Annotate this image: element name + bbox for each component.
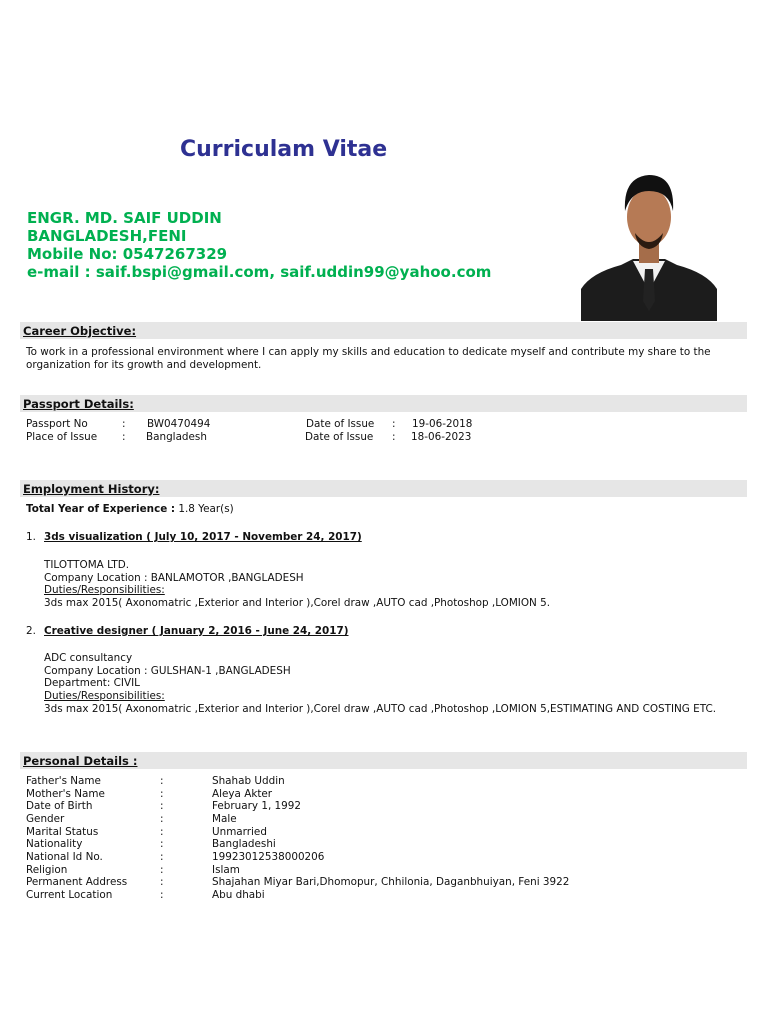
- company-name: TILOTTOMA LTD.: [44, 559, 130, 571]
- job-details: [44, 559, 550, 610]
- personal-label: National Id No.: [26, 850, 103, 863]
- separator: :: [392, 418, 396, 430]
- section-heading: Personal Details :: [23, 754, 138, 768]
- passport-label: Date of Issue: [305, 430, 374, 443]
- candidate-email: e-mail : saif.bspi@gmail.com, saif.uddin99@yahoo.com: [27, 263, 492, 281]
- personal-value: Shahab Uddin: [212, 775, 285, 787]
- duties-label: Duties/Responsibilities:: [44, 690, 165, 703]
- company-location: Company Location : GULSHAN-1 ,BANGLADESH: [44, 664, 291, 677]
- job-title: Creative designer ( January 2, 2016 - June 24, 2017): [44, 625, 349, 637]
- personal-value: Male: [212, 812, 237, 825]
- contact-block: [27, 209, 491, 281]
- personal-label: Permanent Address: [26, 876, 128, 889]
- total-experience: [26, 503, 234, 515]
- personal-value: Unmarried: [212, 825, 267, 838]
- career-objective-header: [20, 322, 747, 339]
- department: Department: CIVIL: [44, 677, 140, 690]
- passport-details: [26, 418, 746, 448]
- total-experience-label: Total Year of Experience :: [26, 503, 176, 515]
- document-title: Curriculam Vitae: [180, 137, 388, 162]
- personal-label: Current Location: [26, 888, 113, 901]
- company-name: ADC consultancy: [44, 652, 133, 664]
- passport-label: Date of Issue: [306, 418, 375, 430]
- job-title: 3ds visualization ( July 10, 2017 - November 24, 2017): [44, 531, 362, 543]
- passport-value: BW0470494: [147, 418, 211, 430]
- personal-value: Bangladeshi: [212, 838, 276, 851]
- separator: :: [160, 812, 164, 825]
- personal-label: Gender: [26, 812, 65, 825]
- separator: :: [160, 800, 164, 813]
- separator: :: [160, 838, 164, 851]
- passport-value: Bangladesh: [146, 430, 207, 443]
- personal-details-header: [20, 752, 747, 769]
- candidate-name: ENGR. MD. SAIF UDDIN: [27, 209, 222, 227]
- separator: :: [160, 863, 164, 876]
- personal-label: Nationality: [26, 838, 83, 851]
- separator: :: [160, 876, 164, 889]
- separator: :: [122, 430, 126, 443]
- job-number: 2.: [26, 625, 36, 637]
- personal-value: Islam: [212, 863, 240, 876]
- personal-label: Date of Birth: [26, 800, 93, 813]
- employment-history-header: [20, 480, 747, 497]
- section-heading: Passport Details:: [23, 397, 134, 411]
- job-details: [44, 652, 749, 715]
- section-heading: Employment History:: [23, 482, 160, 496]
- duties-text: 3ds max 2015( Axonomatric ,Exterior and Interior ),Corel draw ,AUTO cad ,Photoshop ,LOMION 5.: [44, 597, 551, 610]
- separator: :: [392, 430, 396, 443]
- personal-value: Abu dhabi: [212, 888, 265, 901]
- candidate-location: BANGLADESH,FENI: [27, 227, 187, 245]
- separator: :: [160, 825, 164, 838]
- job-number: 1.: [26, 531, 36, 543]
- total-experience-value: 1.8 Year(s): [175, 503, 234, 515]
- duties-text: 3ds max 2015( Axonomatric ,Exterior and Interior ),Corel draw ,AUTO cad ,Photoshop ,LOMION 5,ESTIMATING AND COSTING ETC.: [44, 702, 717, 715]
- profile-photo: [581, 161, 717, 321]
- passport-label: Passport No: [26, 418, 88, 430]
- passport-value: 18-06-2023: [411, 430, 472, 443]
- personal-label: Marital Status: [26, 825, 99, 838]
- separator: :: [122, 418, 126, 430]
- separator: :: [160, 850, 164, 863]
- duties-label: Duties/Responsibilities:: [44, 584, 165, 597]
- personal-label: Father's Name: [26, 775, 101, 787]
- company-location: Company Location : BANLAMOTOR ,BANGLADESH: [44, 571, 304, 584]
- personal-label: Religion: [26, 863, 68, 876]
- personal-value: 19923012538000206: [212, 850, 325, 863]
- section-heading: Career Objective:: [23, 324, 137, 338]
- candidate-mobile: Mobile No: 0547267329: [27, 245, 228, 263]
- passport-label: Place of Issue: [26, 430, 98, 443]
- personal-label: Mother's Name: [26, 787, 105, 800]
- career-objective-text: To work in a professional environment where I can apply my skills and education to dedicate myself and contribute my share to the organization for its growth and development.: [26, 346, 711, 371]
- separator: :: [160, 775, 164, 787]
- separator: :: [160, 888, 164, 901]
- personal-value: Aleya Akter: [212, 787, 273, 800]
- passport-value: 19-06-2018: [412, 418, 473, 430]
- separator: :: [160, 787, 164, 800]
- personal-value: Shajahan Miyar Bari,Dhomopur, Chhilonia, Daganbhuiyan, Feni 3922: [212, 876, 570, 889]
- passport-details-header: [20, 395, 747, 412]
- personal-value: February 1, 1992: [212, 800, 302, 813]
